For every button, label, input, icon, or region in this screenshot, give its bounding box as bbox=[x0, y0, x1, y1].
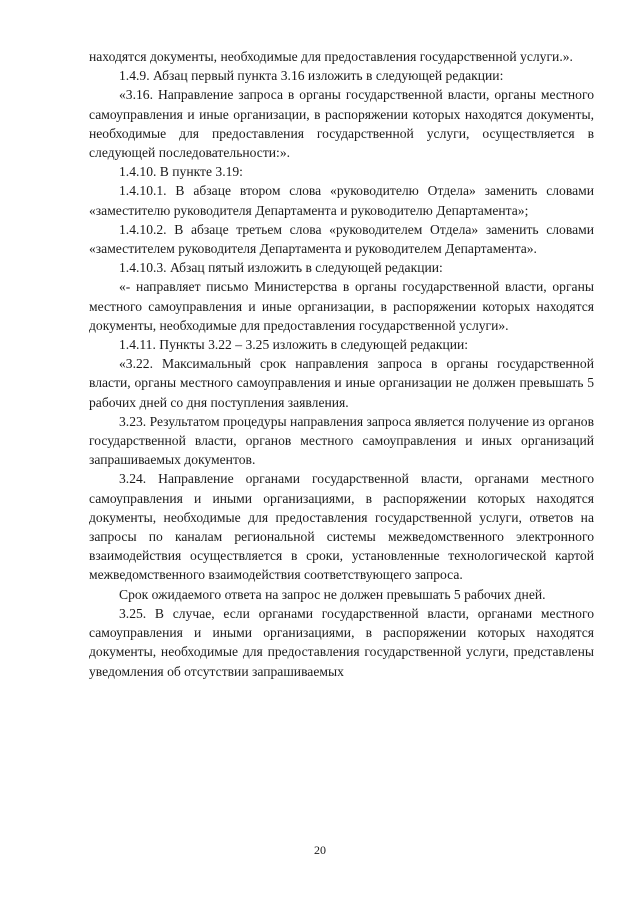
paragraph: 3.23. Результатом процедуры направления запроса является получение из органов государственной власти, органов местного самоуправления и иных организаций запрашиваемых документов. bbox=[89, 413, 595, 468]
paragraph: «3.22. Максимальный срок направления запроса в органы государственной власти, органы местного самоуправления и иные организации не должен превышать 5 рабочих дней со дня поступления заявления. bbox=[89, 356, 594, 410]
paragraph: Срок ожидаемого ответа на запрос не должен превышать 5 рабочих дней. bbox=[119, 586, 546, 602]
page-number: 20 bbox=[314, 843, 326, 857]
paragraph: 1.4.10. В пункте 3.19: bbox=[119, 164, 243, 180]
paragraph: 1.4.10.3. Абзац пятый изложить в следующей редакции: bbox=[119, 260, 443, 276]
paragraph: 1.4.10.2. В абзаце третьем слова «руководителем Отдела» заменить словами «заместителем руководителя Департамента и руководителем Департамента». bbox=[89, 221, 594, 257]
paragraph: 1.4.10.1. В абзаце втором слова «руководителю Отдела» заменить словами «заместителю руководителя Департамента и руководителю Департамента»; bbox=[89, 183, 594, 218]
paragraph: «3.16. Направление запроса в органы государственной власти, органы местного самоуправления и иные организации, в распоряжении которых находятся документы, необходимые для предоставления государственной услуги, осуществляется в следующей последовательности:». bbox=[89, 87, 594, 161]
paragraph: 3.25. В случае, если органами государственной власти, органами местного самоуправления и иными организациями, в распоряжении которых находятся документы, необходимые для предоставления государственной услуги, представлены уведомления об отсутствии запрашиваемых bbox=[89, 605, 594, 679]
paragraph: находятся документы, необходимые для предоставления государственной услуги.». bbox=[89, 49, 573, 64]
document-body bbox=[89, 47, 594, 681]
paragraph: 1.4.9. Абзац первый пункта 3.16 изложить в следующей редакции: bbox=[119, 68, 504, 84]
paragraph: 3.24. Направление органами государственной власти, органами местного самоуправления и иными организациями, в распоряжении которых находятся документы, необходимые для предоставления государственной услуги, ответов на запросы по каналам региональной системы межведомственного электронного взаимодействия осуществляется в сроки, установленные технологической картой межведомственного взаимодействия соответствующего запроса. bbox=[89, 471, 594, 583]
paragraph: «- направляет письмо Министерства в органы государственной власти, органы местного самоуправления и иные организации, в распоряжении которых находятся документы, необходимые для предоставления государственной услуги». bbox=[89, 279, 594, 333]
paragraph: 1.4.11. Пункты 3.22 – 3.25 изложить в следующей редакции: bbox=[119, 337, 469, 353]
